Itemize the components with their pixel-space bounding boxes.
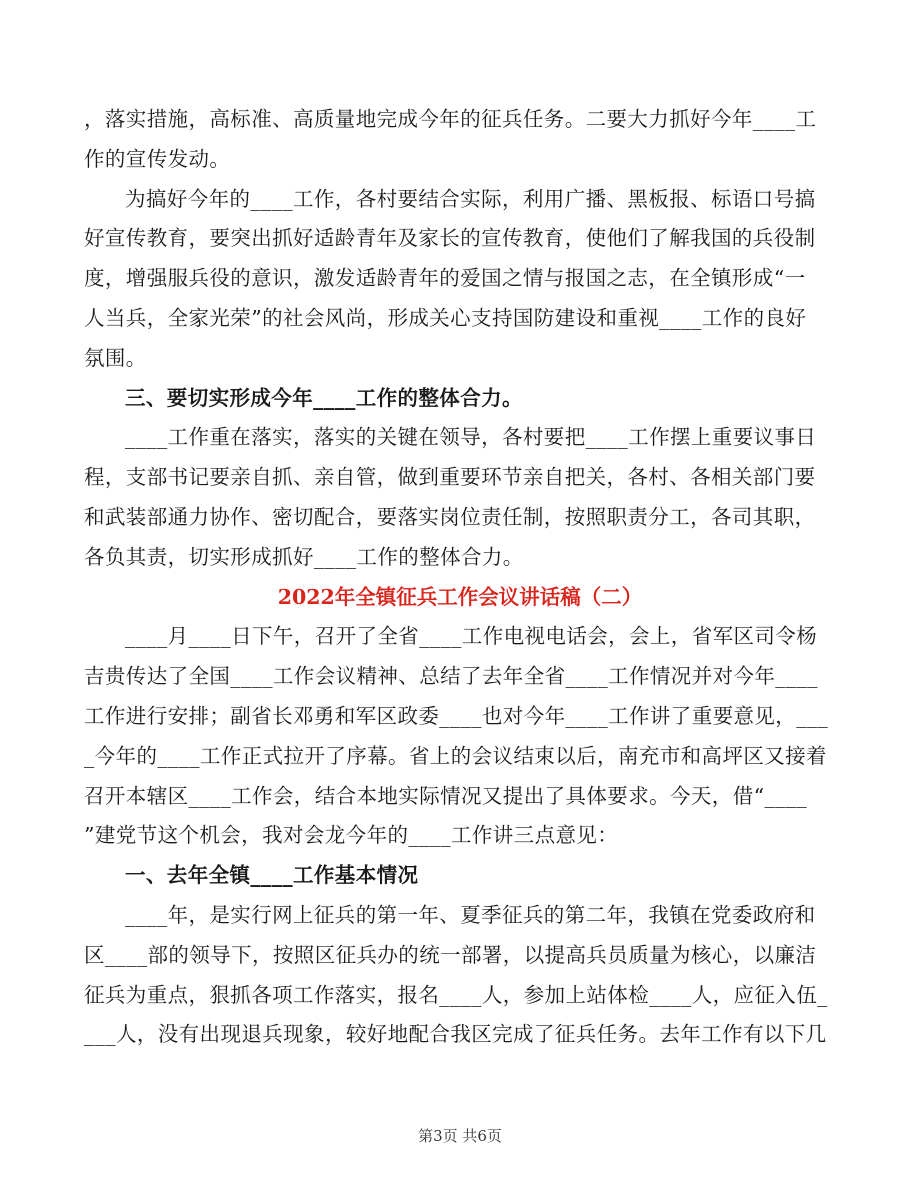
- paragraph-line: 为搞好今年的____工作，各村要结合实际，利用广播、黑板报、标语口号搞: [125, 186, 816, 211]
- paragraph-line: 区____部的领导下，按照区征兵办的统一部署，以提高兵员质量为核心，以廉洁: [84, 942, 817, 967]
- paragraph-line: 氛围。: [84, 345, 147, 370]
- page-number: 第3页 共6页: [418, 1127, 502, 1145]
- paragraph-line: 人当兵，全家光荣”的社会风尚，形成关心支持国防建设和重视____工作的良好: [84, 305, 807, 330]
- paragraph-line: 好宣传教育，要突出抓好适龄青年及家长的宣传教育，使他们了解我国的兵役制: [84, 226, 816, 251]
- paragraph-line: 召开本辖区____工作会，结合本地实际情况又提出了具体要求。今天，借“____: [84, 783, 808, 808]
- document-title: 2022年全镇征兵工作会议讲话稿（二）: [277, 584, 643, 609]
- paragraph-line: ___人，没有出现退兵现象，较好地配合我区完成了征兵任务。去年工作有以下几: [84, 1022, 827, 1047]
- paragraph-line: ____工作重在落实，落实的关键在领导，各村要把____工作摆上重要议事日: [125, 425, 817, 450]
- paragraph-line: 程，支部书记要亲自抓、亲自管，做到重要环节亲自把关，各村、各相关部门要: [84, 465, 816, 490]
- paragraph-line: 和武装部通力协作、密切配合，要落实岗位责任制，按照职责分工，各司其职，: [84, 504, 816, 529]
- paragraph-line: 吉贵传达了全国____工作会议精神、总结了去年全省____工作情况并对今年____: [84, 664, 818, 689]
- paragraph-line: 度，增强服兵役的意识，激发适龄青年的爱国之情与报国之志，在全镇形成“一: [84, 266, 806, 291]
- paragraph-line: 征兵为重点，狠抓各项工作落实，报名____人，参加上站体检____人，应征入伍_: [84, 982, 828, 1007]
- paragraph-line: ____年，是实行网上征兵的第一年、夏季征兵的第二年，我镇在党委政府和: [125, 902, 816, 927]
- section-heading: 三、要切实形成今年____工作的整体合力。: [125, 385, 523, 410]
- paragraph-line: ，落实措施，高标准、高质量地完成今年的征兵任务。二要大力抓好今年____工: [84, 107, 817, 131]
- paragraph-line: 作的宣传发动。: [84, 146, 231, 171]
- paragraph-line: 各负其责，切实形成抓好____工作的整体合力。: [84, 544, 524, 569]
- document-page: [84, 100, 836, 1055]
- section-heading: 一、去年全镇____工作基本情况: [125, 863, 419, 888]
- paragraph-line: _今年的____工作正式拉开了序幕。省上的会议结束以后，南充市和高坪区又接着: [84, 743, 827, 768]
- paragraph-line: ____月____日下午，召开了全省____工作电视电话会，会上，省军区司令杨: [125, 624, 818, 649]
- paragraph-line: ”建党节这个机会，我对会龙今年的____工作讲三点意见：: [84, 823, 619, 848]
- paragraph-line: 工作进行安排；副省长邓勇和军区政委____也对今年____工作讲了重要意见，___: [84, 703, 829, 728]
